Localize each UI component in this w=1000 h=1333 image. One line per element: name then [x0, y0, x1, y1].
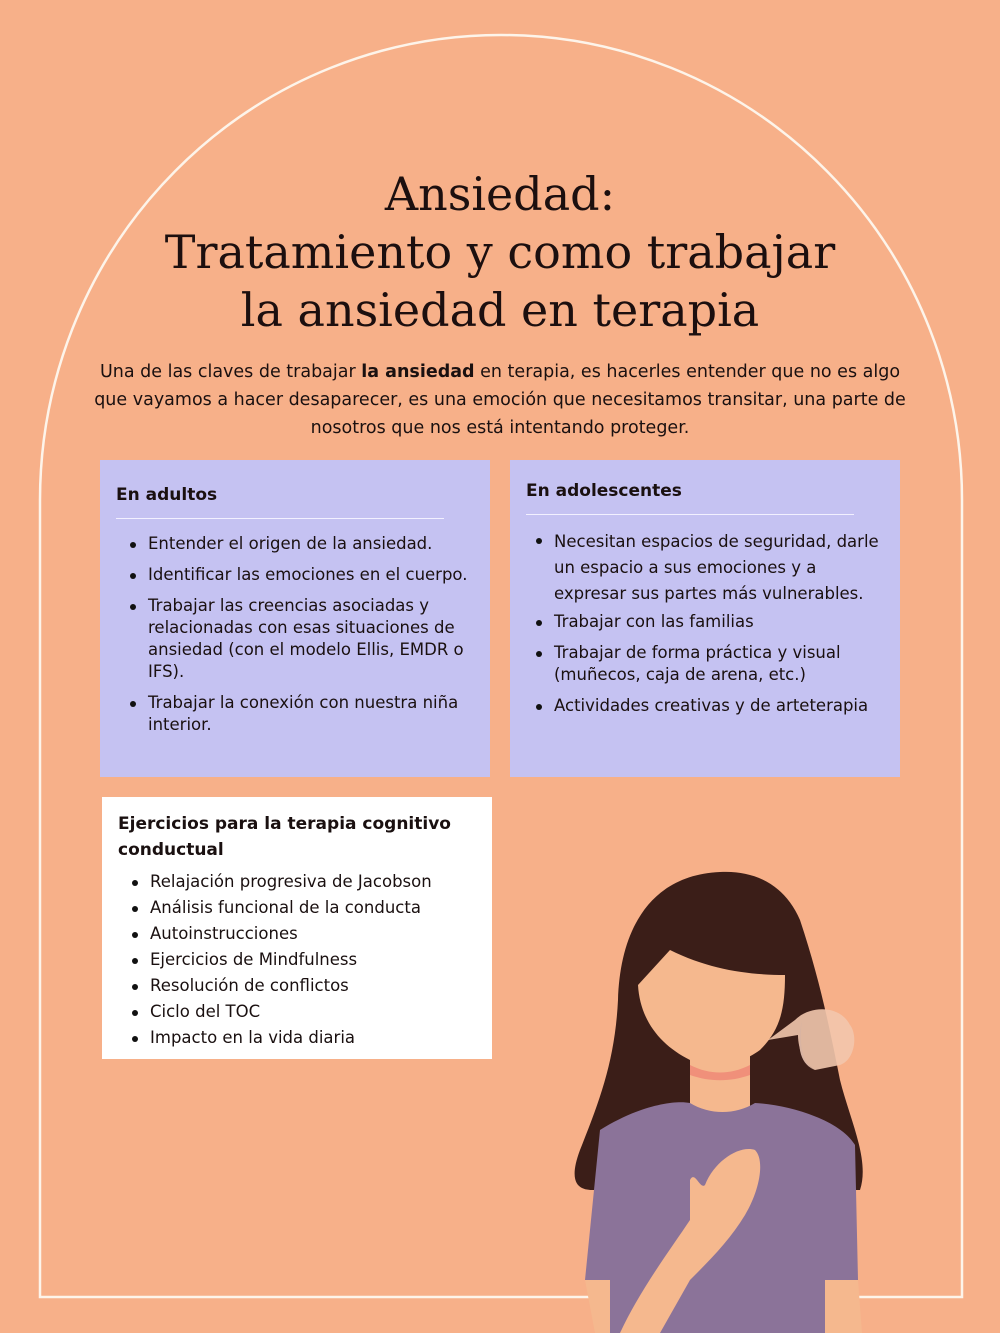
- divider: [526, 514, 854, 515]
- card-heading: Ejercicios para la terapia cognitivo conductual: [118, 814, 451, 860]
- intro-text: Una de las claves de trabajar: [99, 362, 362, 382]
- list-item: Identificar las emociones en el cuerpo.: [130, 564, 474, 586]
- card-heading: En adultos: [116, 485, 218, 505]
- list: [130, 533, 474, 736]
- list-item: Trabajar las creencias asociadas y relacionadas con esas situaciones de ansiedad (con el modelo Ellis, EMDR o IFS).: [130, 595, 474, 683]
- title-line: Ansiedad:: [384, 167, 616, 221]
- list-item: Ciclo del TOC: [132, 1001, 476, 1023]
- card-adultos: [100, 460, 490, 777]
- list-item: Ejercicios de Mindfulness: [132, 949, 476, 971]
- card-ejercicios: [102, 797, 492, 1059]
- list-item: Trabajar con las familias: [536, 611, 884, 633]
- list-item: Entender el origen de la ansiedad.: [130, 533, 474, 555]
- list-item: Impacto en la vida diaria: [132, 1027, 476, 1049]
- list-item: Autoinstrucciones: [132, 923, 476, 945]
- list-item: Resolución de conflictos: [132, 975, 476, 997]
- divider: [116, 518, 444, 519]
- card-heading: En adolescentes: [526, 481, 682, 501]
- list-item: Análisis funcional de la conducta: [132, 897, 476, 919]
- intro-bold: la ansiedad: [361, 362, 475, 382]
- list-item: Trabajar la conexión con nuestra niña interior.: [130, 692, 474, 736]
- title-line: Tratamiento y como trabajar: [164, 225, 836, 279]
- list-item: Relajación progresiva de Jacobson: [132, 871, 476, 893]
- intro-text: en terapia, es hacerles entender que no es algo que vayamos a hacer desaparecer, es una emoción que necesitamos transitar, una parte de nosotros que nos está intentando proteger.: [94, 362, 906, 438]
- list-item: Trabajar de forma práctica y visual (muñecos, caja de arena, etc.): [536, 642, 884, 686]
- intro-paragraph: [90, 358, 910, 442]
- page-title: [0, 165, 1000, 339]
- list-item: Actividades creativas y de arteterapia: [536, 695, 884, 717]
- list-item: Necesitan espacios de seguridad, darle un espacio a sus emociones y a expresar sus partes más vulnerables.: [536, 529, 884, 607]
- title-line: la ansiedad en terapia: [240, 283, 760, 337]
- card-adolescentes: [510, 460, 900, 777]
- woman-illustration: [540, 860, 1000, 1333]
- list: [536, 529, 884, 717]
- list: [132, 871, 476, 1049]
